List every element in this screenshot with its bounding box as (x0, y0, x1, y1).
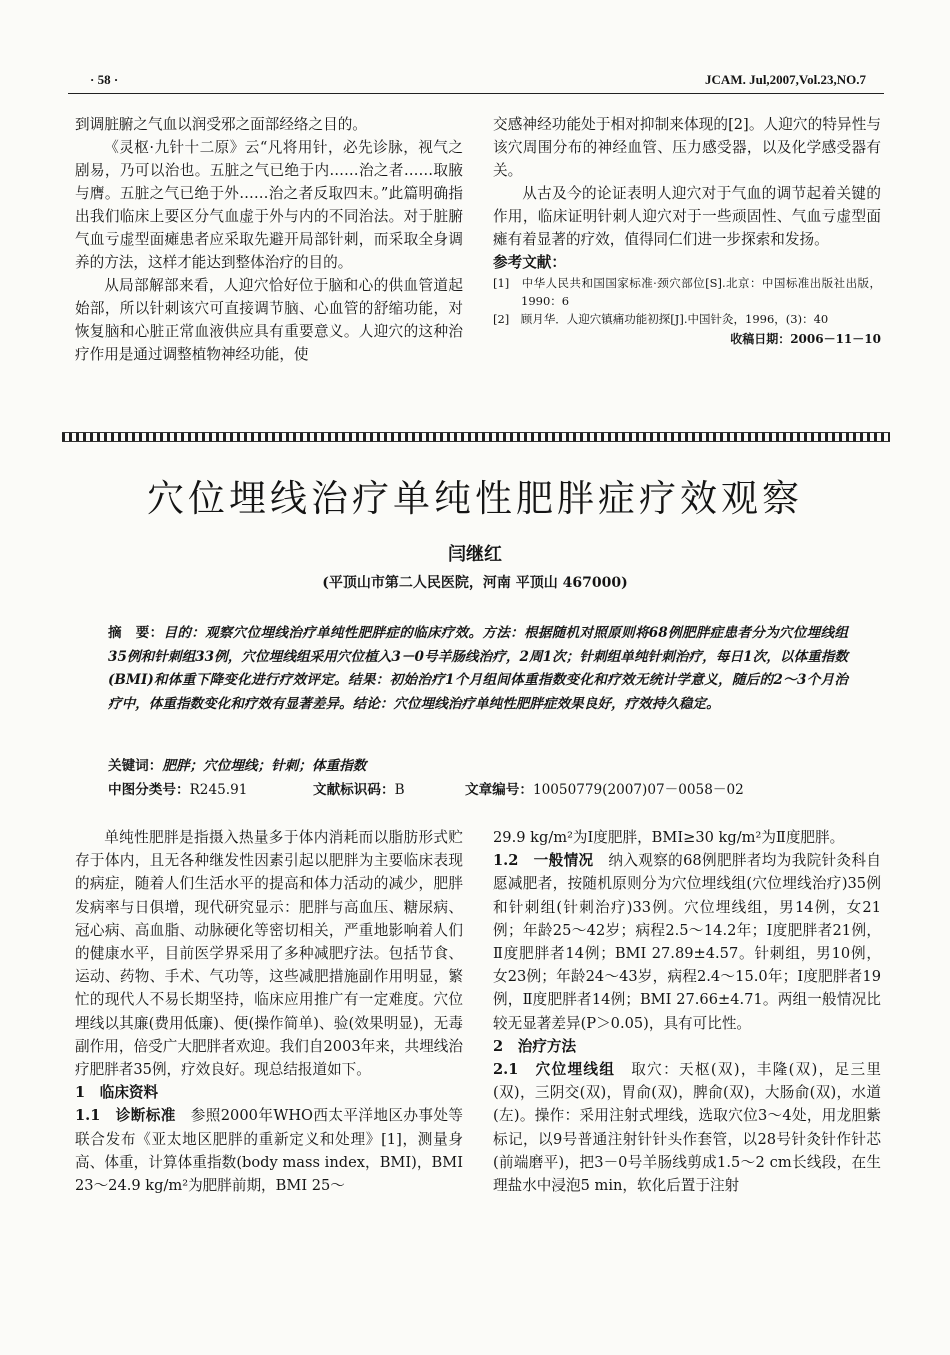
body-right-column (493, 826, 881, 1197)
body-paragraph: 29.9 kg/m²为Ⅰ度肥胖，BMI≥30 kg/m²为Ⅱ度肥胖。 (493, 829, 845, 846)
keywords (108, 754, 366, 774)
section-heading: 2 治疗方法 (493, 1037, 577, 1055)
prev-paragraph: 《灵枢·九针十二原》云“凡将用针，必先诊脉，视气之剧易，乃可以治也。五脏之气已绝于内……治之者……取腋与膺。五脏之气已绝于外……治之者反取四末。”此篇明确指出我们临床上要区分气血虚于外与内的不同治法。对于脏腑气血亏虚型面瘫患者应采取先避开局部针刺，而采取全身调养的方法，这样才能达到整体治疗的目的。 (75, 139, 463, 271)
article-number: 文章编号：10050779(2007)07－0058－02 (465, 782, 744, 798)
clc-number: 中图分类号：R245.91 (108, 782, 248, 798)
abstract (108, 622, 848, 716)
body-left-column (75, 826, 463, 1197)
body-paragraph (493, 849, 881, 1035)
prev-paragraph: 从局部解部来看，人迎穴恰好位于脑和心的供血管道起始部，所以针刺该穴可直接调节脑、心血管的舒缩功能，对恢复脑和心脏正常血液供应具有重要意义。人迎穴的这种治疗作用是通过调整植物神经功能，使 (75, 277, 463, 363)
abstract-text: 目的：观察穴位埋线治疗单纯性肥胖症的临床疗效。方法：根据随机对照原则将68例肥胖症患者分为穴位埋线组35例和针刺组33例，穴位埋线组采用穴位植入3－0号羊肠线治疗，2周1次；针刺组单纯针刺治疗，每日1次，以体重指数(BMI)和体重下降变化进行疗效评定。结果：初始治疗1个月组间体重指数变化和疗效无统计学意义，随后的2～3个月治疗中，体重指数变化和疗效有显著差异。结论：穴位埋线治疗单纯性肥胖症效果良好，疗效持久稳定。 (108, 625, 848, 712)
subsection-text: 取穴：天枢(双)，丰隆(双)，足三里(双)，三阴交(双)，胃俞(双)，脾俞(双)，大肠俞(双)，水道(左)。操作：采用注射式埋线，选取穴位3～4处，用龙胆紫标记，以9号普通注射针针头作套管，以28号针灸针作针芯(前端磨平)，把3－0号羊肠线剪成1.5～2 cm长线段，在生理盐水中浸泡5 min，软化后置于注射 (493, 1061, 881, 1195)
prev-paragraph: 交感神经功能处于相对抑制来体现的[2]。人迎穴的特异性与该穴周围分布的神经血管、压力感受器，以及化学感受器有关。 (493, 116, 881, 179)
prev-left-column (75, 113, 463, 366)
intro-paragraph: 单纯性肥胖是指摄入热量多于体内消耗而以脂肪形式贮存于体内，且无各种继发性因素引起以肥胖为主要临床表现的病症，随着人们生活水平的提高和体力活动的减少，肥胖发病率与日俱增，现代研究显示：肥胖与高血压、糖尿病、冠心病、高血脂、动脉硬化等密切相关，严重地影响着人们的健康水平，目前医学界采用了多种减肥疗法。包括节食、运动、药物、手术、气功等，这些减肥措施副作用明显，繁忙的现代人不易长期坚持，临床应用推广有一定难度。穴位埋线以其廉(费用低廉)、便(操作简单)、验(效果明显)，无毒副作用，倍受广大肥胖者欢迎。我们自2003年来，共埋线治疗肥胖者35例，疗效良好。现总结报道如下。 (75, 829, 463, 1079)
subsection-text: 纳入观察的68例肥胖者均为我院针灸科自愿减肥者，按随机原则分为穴位埋线组(穴位埋线治疗)35例和针刺组(针刺治疗)33例。穴位埋线组，男14例，女21例；年龄25～42岁；病程2.5～14.2年；Ⅰ度肥胖者21例，Ⅱ度肥胖者14例；BMI 27.89±4.57。针刺组，男10例，女23例；年龄24～43岁，病程2.4～15.0年；Ⅰ度肥胖者19例，Ⅱ度肥胖者14例；BMI 27.66±4.71。两组一般情况比较无显著差异(P＞0.05)，具有可比性。 (493, 852, 881, 1032)
keywords-text: 肥胖；穴位埋线；针刺；体重指数 (162, 758, 367, 774)
body-paragraph (75, 1104, 463, 1197)
abstract-label: 摘 要： (108, 625, 164, 641)
author-affiliation: (平顶山市第二人民医院，河南 平顶山 467000) (322, 575, 628, 591)
section-heading: 1 临床资料 (75, 1084, 159, 1102)
reference-item: [2] 顾月华．人迎穴镇痛功能初探[J].中国针灸，1996，(3)：40 (493, 312, 829, 326)
prev-right-column (493, 113, 881, 351)
references-heading: 参考文献： (493, 254, 566, 271)
subsection-label: 2.1 穴位埋线组 (493, 1061, 616, 1079)
document-code: 文献标识码：B (313, 782, 405, 798)
body-paragraph (493, 1058, 881, 1197)
article-author: 闫继红 (448, 544, 502, 565)
prev-paragraph: 到调脏腑之气血以润受邪之面部经络之目的。 (75, 116, 367, 133)
header-rule (68, 93, 884, 94)
keywords-label: 关键词： (108, 758, 163, 774)
page-number: · 58 · (90, 72, 119, 87)
journal-citation: JCAM. Jul,2007,Vol.23,NO.7 (705, 72, 866, 87)
decorative-divider (62, 432, 890, 442)
article-title: 穴位埋线治疗单纯性肥胖症疗效观察 (147, 477, 803, 520)
subsection-text: 参照2000年WHO西太平洋地区办事处等联合发布《亚太地区肥胖的重新定义和处理》[1]，测量身高、体重，计算体重指数(body mass index，BMI)，BMI 23～24.9 kg/m²为肥胖前期，BMI 25～ (75, 1107, 463, 1195)
reference-item: [1] 中华人民共和国国家标准·颈穴部位[S].北京：中国标准出版社出版，1990：6 (493, 276, 881, 308)
subsection-label: 1.1 诊断标准 (75, 1107, 176, 1125)
prev-paragraph: 从古及今的论证表明人迎穴对于气血的调节起着关键的作用，临床证明针刺人迎穴对于一些顽固性、气血亏虚型面瘫有着显著的疗效，值得同仁们进一步探索和发扬。 (493, 185, 881, 248)
received-date: 收稿日期：2006－11－10 (730, 332, 881, 346)
subsection-label: 1.2 一般情况 (493, 852, 594, 870)
